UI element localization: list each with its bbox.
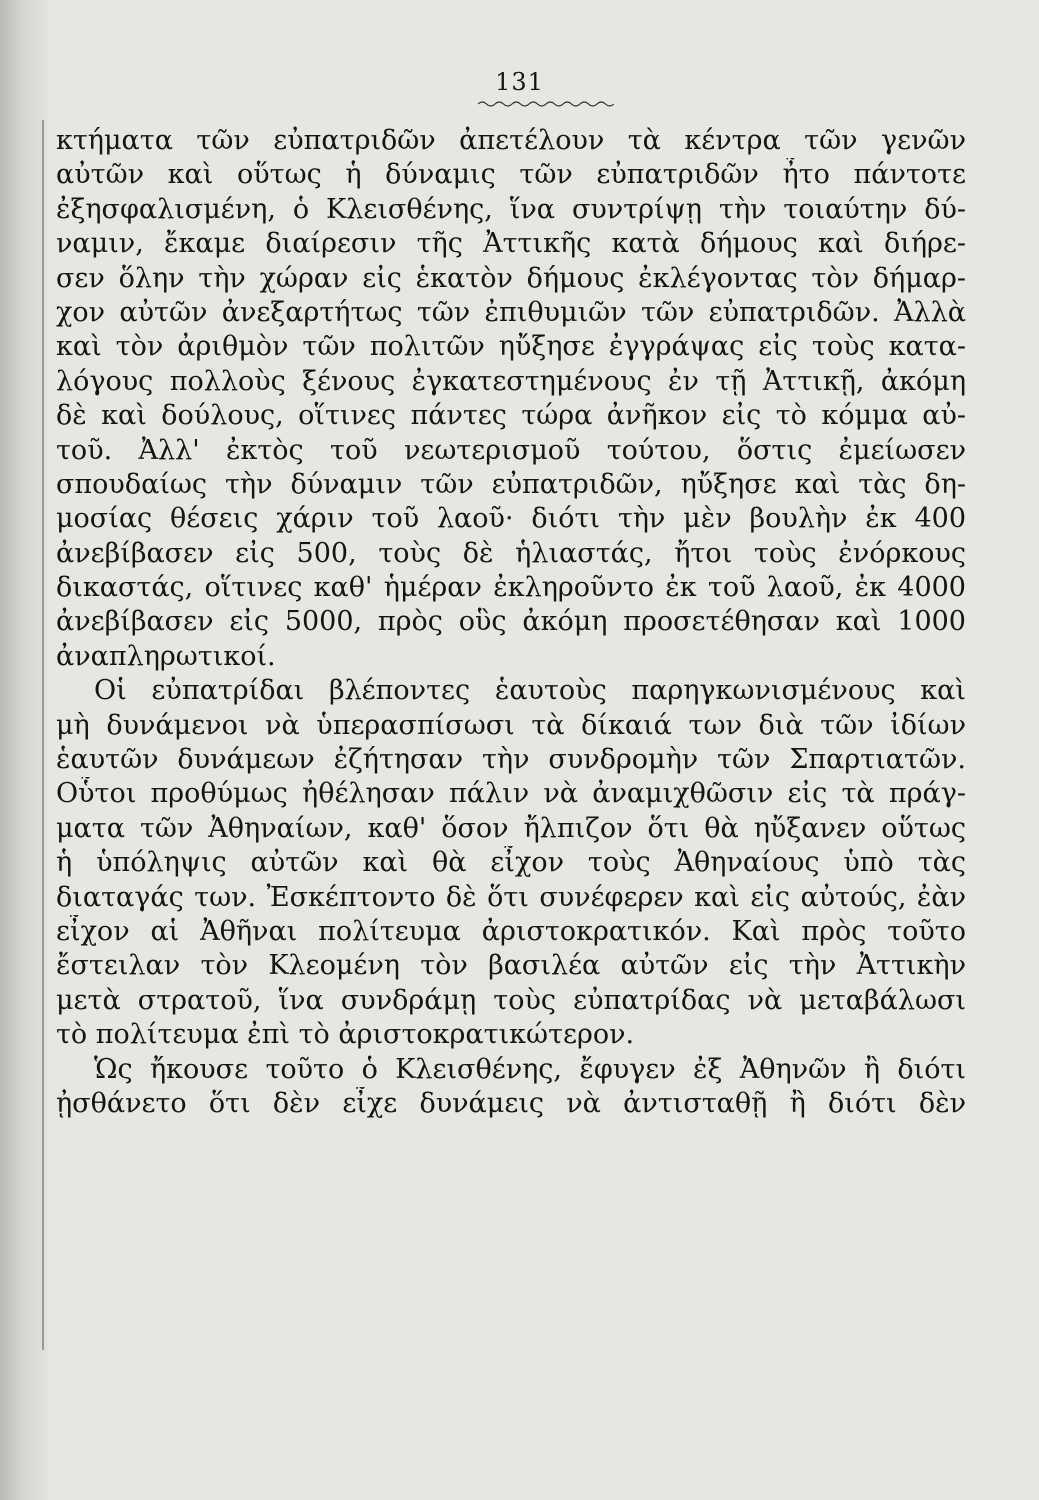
text-line: ἐξησφαλισμένη, ὁ Κλεισθένης, ἵνα συντρίψῃ τὴν τοιαύτην δύ- <box>56 193 966 225</box>
text-line: ἑαυτῶν δυνάμεων ἐζήτησαν τὴν συνδρομὴν τῶν Σπαρτιατῶν. <box>56 744 966 776</box>
book-binding-gutter <box>0 0 48 1500</box>
page-number-ornament <box>478 100 614 108</box>
text-line: μὴ δυνάμενοι νὰ ὑπερασπίσωσι τὰ δίκαιά των διὰ τῶν ἰδίων <box>56 709 966 741</box>
text-line: τοῦ. Ἀλλ' ἐκτὸς τοῦ νεωτερισμοῦ τούτου, ὅστις ἐμείωσεν <box>56 434 966 466</box>
text-line: σεν ὅλην τὴν χώραν εἰς ἑκατὸν δήμους ἐκλέγοντας τὸν δήμαρ- <box>56 262 966 294</box>
text-line: ἡ ὑπόληψις αὐτῶν καὶ θὰ εἶχον τοὺς Ἀθηναίους ὑπὸ τὰς <box>56 847 966 879</box>
text-line: μοσίας θέσεις χάριν τοῦ λαοῦ· διότι τὴν μὲν βουλὴν ἐκ 400 <box>56 503 966 535</box>
text-line: ἀνεβίβασεν εἰς 5000, πρὸς οὓς ἀκόμη προσετέθησαν καὶ 1000 <box>56 606 966 638</box>
text-line: λόγους πολλοὺς ξένους ἐγκατεστημένους ἐν τῇ Ἀττικῇ, ἀκόμη <box>56 365 966 397</box>
text-line: ᾐσθάνετο ὅτι δὲν εἶχε δυνάμεις νὰ ἀντισταθῇ ἢ διότι δὲν <box>56 1087 966 1119</box>
paragraph-start-line: Ὡς ἤκουσε τοῦτο ὁ Κλεισθένης, ἔφυγεν ἐξ Ἀθηνῶν ἢ διότι <box>94 1053 966 1085</box>
text-line: δὲ καὶ δούλους, οἵτινες πάντες τώρα ἀνῆκον εἰς τὸ κόμμα αὐ- <box>56 400 966 432</box>
text-line: Οὗτοι προθύμως ἠθέλησαν πάλιν νὰ ἀναμιχθῶσιν εἰς τὰ πράγ- <box>56 778 966 810</box>
text-line: καὶ τὸν ἀριθμὸν τῶν πολιτῶν ηὔξησε ἐγγράψας εἰς τοὺς κατα- <box>56 331 966 363</box>
page-number: 131 <box>495 68 544 96</box>
text-line: αὐτῶν καὶ οὕτως ἡ δύναμις τῶν εὐπατριδῶν ἦτο πάντοτε <box>56 159 966 191</box>
text-line: σπουδαίως τὴν δύναμιν τῶν εὐπατριδῶν, ηὔξησε καὶ τὰς δη- <box>56 468 966 500</box>
text-line: διαταγάς των. Ἐσκέπτοντο δὲ ὅτι συνέφερεν καὶ εἰς αὐτούς, ἐὰν <box>56 881 966 913</box>
text-line: εἶχον αἱ Ἀθῆναι πολίτευμα ἀριστοκρατικόν. Καὶ πρὸς τοῦτο <box>56 915 966 947</box>
text-line: ἀνεβίβασεν εἰς 500, τοὺς δὲ ἡλιαστάς, ἤτοι τοὺς ἐνόρκους <box>56 537 966 569</box>
text-line: ἔστειλαν τὸν Κλεομένη τὸν βασιλέα αὐτῶν εἰς τὴν Ἀττικὴν <box>56 950 966 982</box>
text-line: ματα τῶν Ἀθηναίων, καθ' ὅσον ἤλπιζον ὅτι θὰ ηὔξανεν οὕτως <box>56 812 966 844</box>
text-line: ναμιν, ἔκαμε διαίρεσιν τῆς Ἀττικῆς κατὰ δήμους καὶ διήρε- <box>56 228 966 260</box>
text-line: δικαστάς, οἵτινες καθ' ἡμέραν ἐκληροῦντο ἐκ τοῦ λαοῦ, ἐκ 4000 <box>56 572 966 604</box>
text-line: χον αὐτῶν ἀνεξαρτήτως τῶν ἐπιθυμιῶν τῶν εὐπατριδῶν. Ἀλλὰ <box>56 296 966 328</box>
body-text <box>56 124 966 1121</box>
paragraph-end-line: ἀναπληρωτικοί. <box>56 640 276 672</box>
binding-fold-line <box>42 120 44 1350</box>
text-line: μετὰ στρατοῦ, ἵνα συνδράμῃ τοὺς εὐπατρίδας νὰ μεταβάλωσι <box>56 984 966 1016</box>
text-line: κτήματα τῶν εὐπατριδῶν ἀπετέλουν τὰ κέντρα τῶν γενῶν <box>56 125 966 156</box>
paragraph-end-line: τὸ πολίτευμα ἐπὶ τὸ ἀριστοκρατικώτερον. <box>56 1019 635 1051</box>
paragraph-start-line: Οἱ εὐπατρίδαι βλέποντες ἑαυτοὺς παρηγκωνισμένους καὶ <box>94 675 966 707</box>
